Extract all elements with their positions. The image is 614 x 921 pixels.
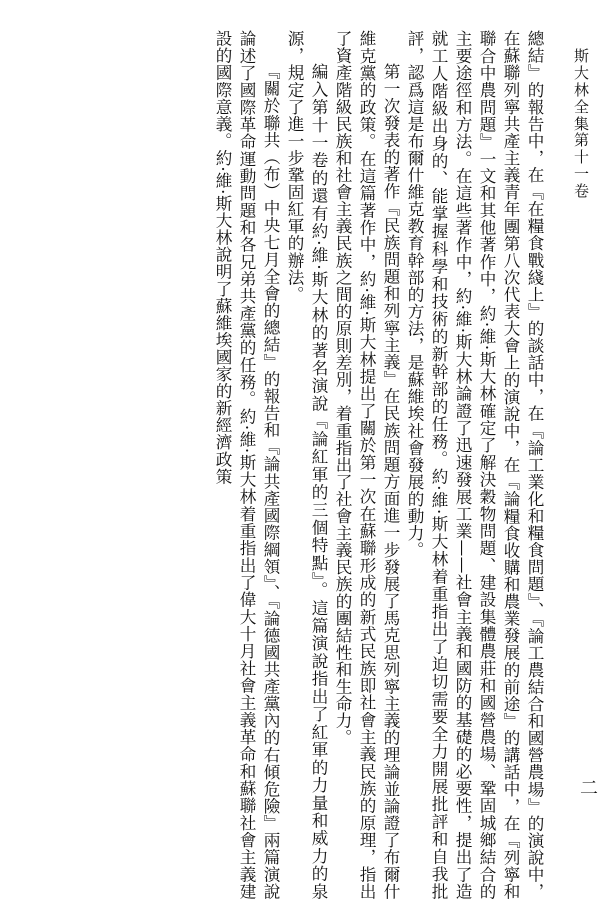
running-header-volume: 第十一卷 [572, 132, 590, 200]
page-number: 二 [577, 778, 598, 796]
paragraph: 『關於聯共（布）中央七月全會的總結』的報告和『論共產國際綱領』、『論德國共產黨內的右傾危險』兩篇演說論述了國際革命運動問題和各兄弟共產黨的任務。約·維·斯大林着重指出了偉大十月社會主義革命和蘇聯社會主義建設的國際意義。約·維·斯大林說明了蘇維埃國家的新經濟政策 [213, 30, 280, 900]
body-text [26, 30, 546, 900]
paragraph-continuation: 總結』的報告中，在『在糧食戰綫上』的談話中，在『論工業化和糧食問題』、『論工農結合和國營農場』的演說中，在蘇聯列寧共產主義青年團第八次代表大會上的演說中，在『論糧食收購和農業發展的前途』的講話中，在『列寧和聯合中農問題』一文和其他著作中，約·維·斯大林確定了解決穀物問題、建設集體農莊和國營農場、鞏固城鄉結合的主要途徑和方法。在這些著作中，約·維·斯大林論證了迅速發展工業——社會主義和國防的基礎的必要性，提出了造就工人階級出身的、能掌握科學和技術的新幹部的任務。約·維·斯大林着重指出了迫切需要全力開展批評和自我批評，認爲這是布爾什維克教育幹部的方法，是蘇維埃社會發展的動力。 [405, 30, 544, 900]
running-header-book-title: 斯大林全集 [572, 48, 590, 133]
paragraph: 編入第十一卷的還有約·維·斯大林的著名演說『論紅軍的三個特點』。這篇演說指出了紅軍的力量和威力的泉源，規定了進一步鞏固紅軍的辦法。 [285, 30, 328, 900]
paragraph: 第一次發表的著作『民族問題和列寧主義』在民族問題方面進一步發展了馬克思列寧主義的理論並論證了布爾什維克黨的政策。在這篇著作中，約·維·斯大林提出了關於第一次在蘇聯形成的新式民族即社會主義民族的原理，指出了資產階級民族和社會主義民族之間的原則差別，着重指出了社會主義民族的團結性和生命力。 [333, 30, 400, 900]
